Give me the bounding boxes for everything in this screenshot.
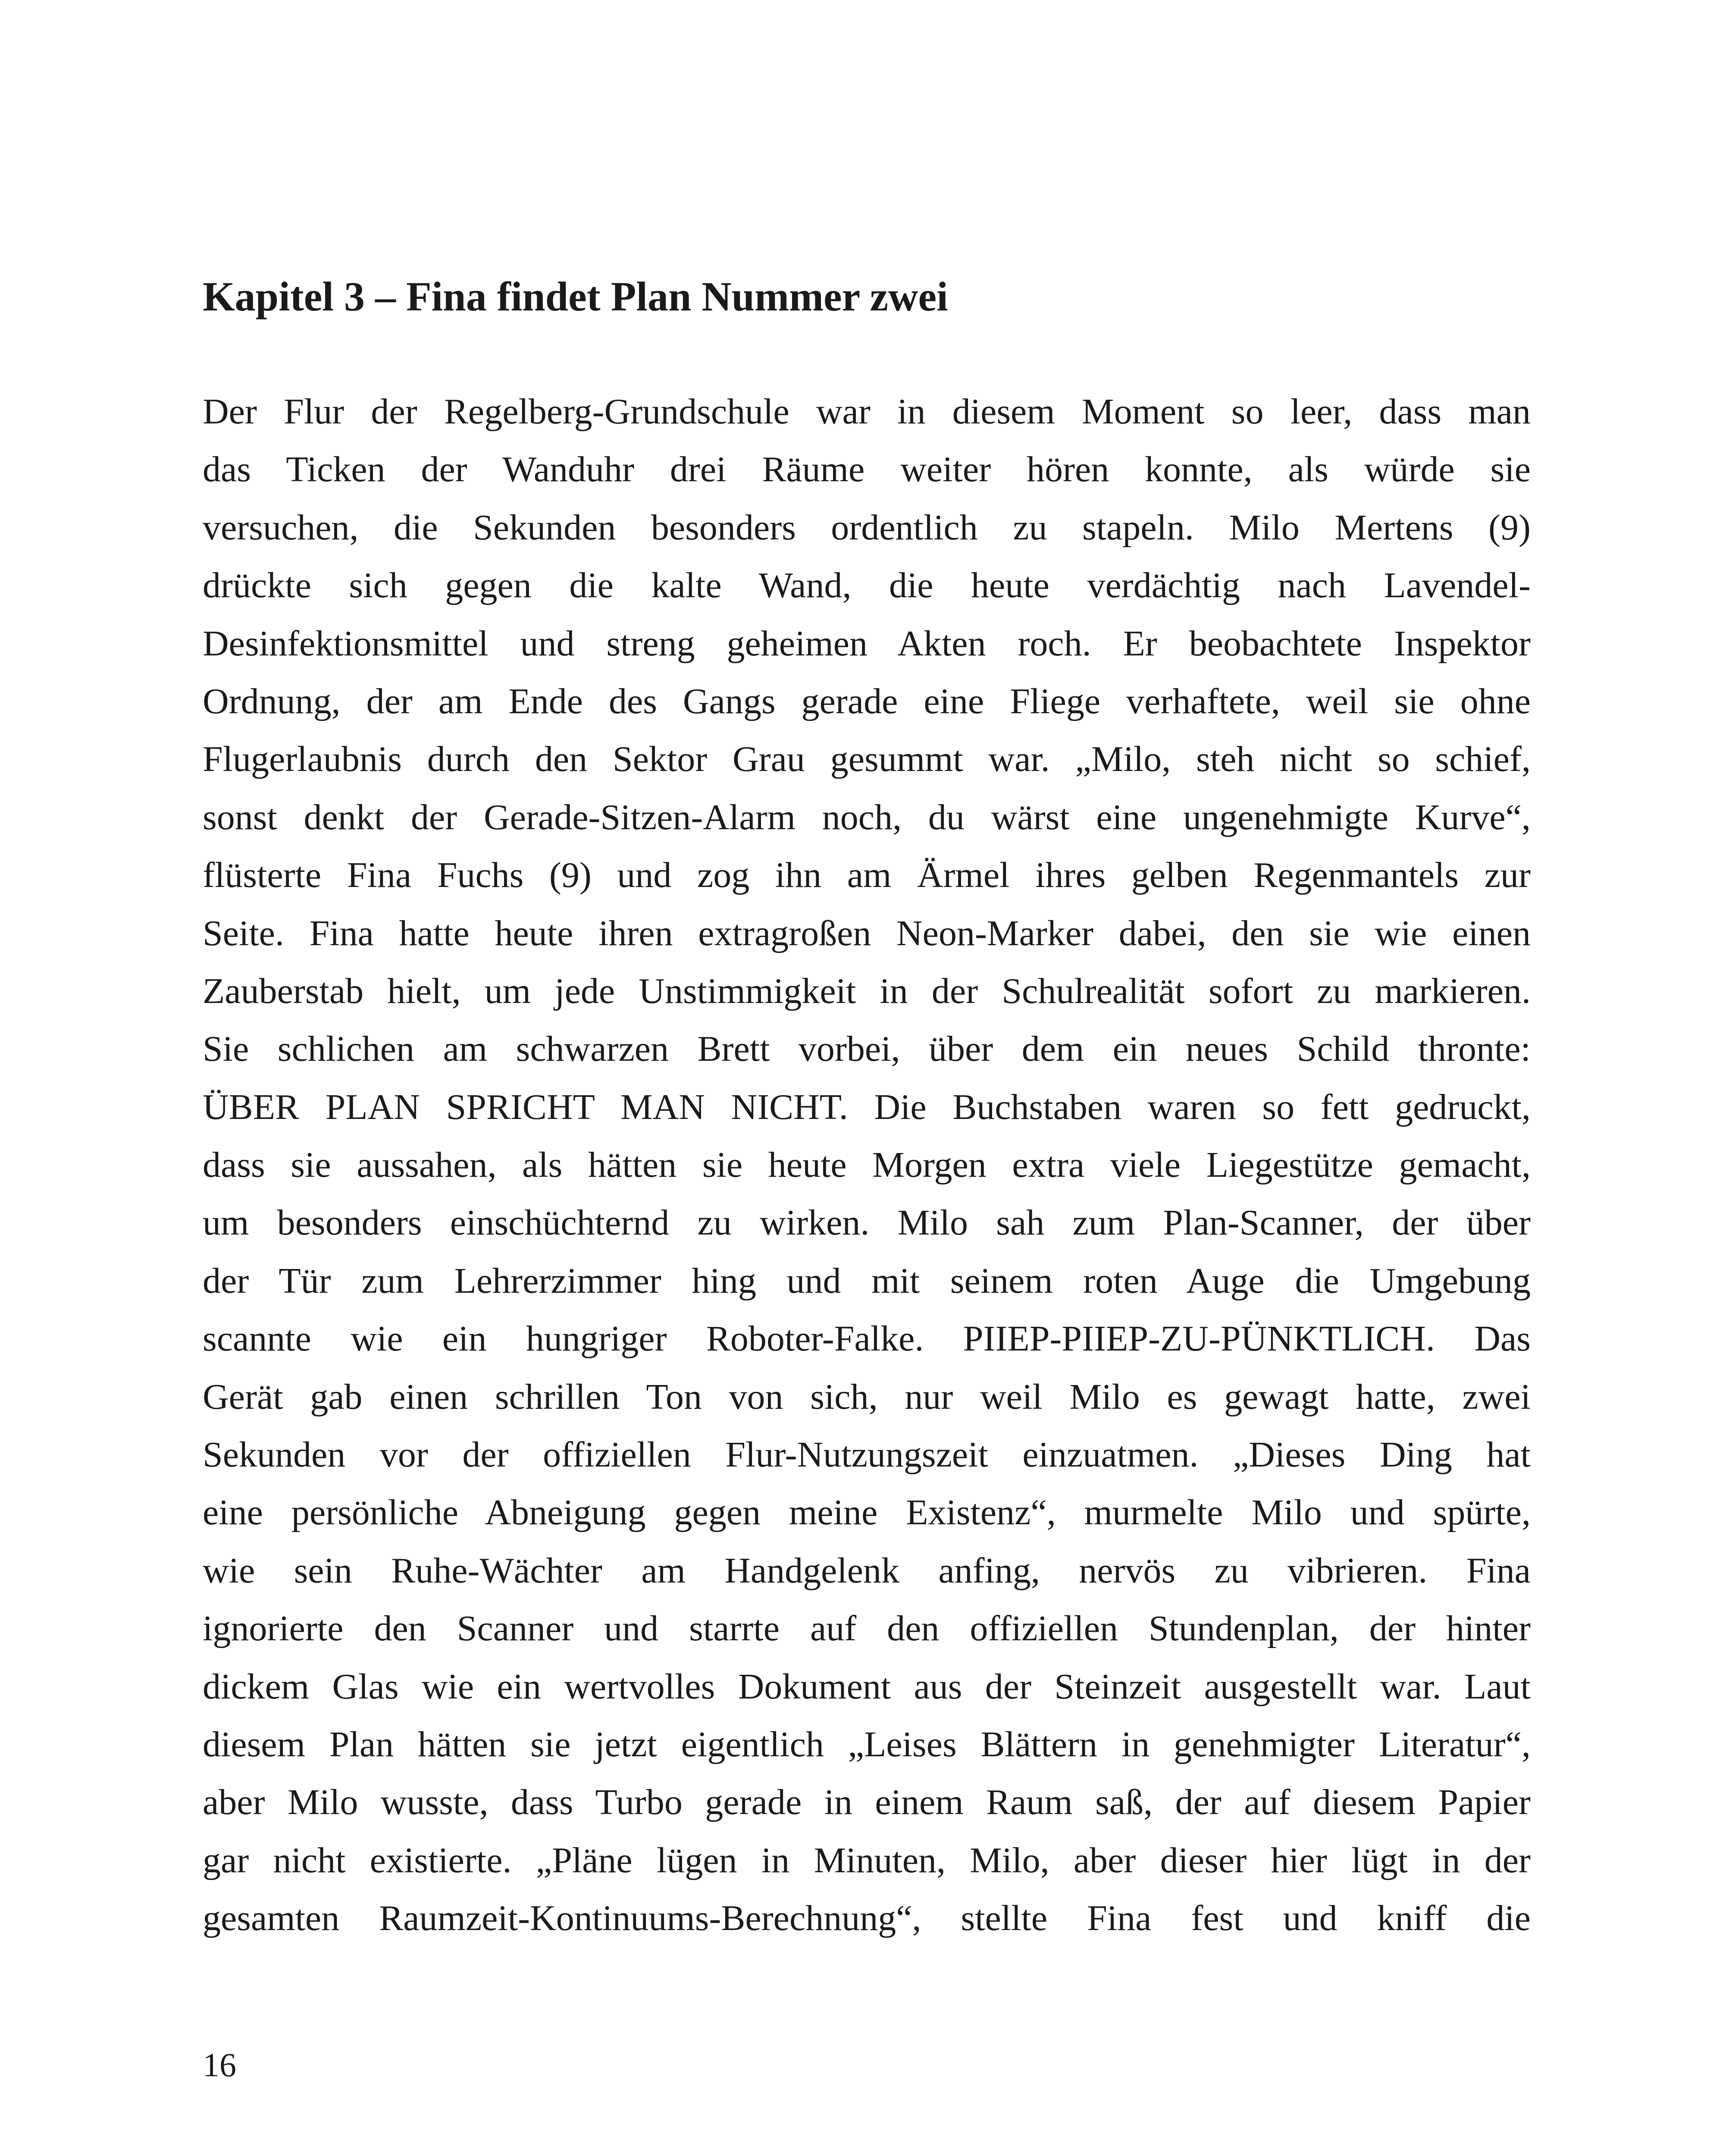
text-line: eine persönliche Abneigung gegen meine Existenz“, murmelte Milo und spürte, bbox=[203, 1492, 1531, 1533]
text-line: Desinfektionsmittel und streng geheimen Akten roch. Er beobachtete Inspektor bbox=[203, 623, 1531, 664]
text-line: Sie schlichen am schwarzen Brett vorbei, über dem ein neues Schild thronte: bbox=[203, 1029, 1531, 1069]
text-line: diesem Plan hätten sie jetzt eigentlich „Leises Blättern in genehmigter Literatur“, bbox=[203, 1724, 1531, 1764]
chapter-heading: Kapitel 3 – Fina findet Plan Nummer zwei bbox=[203, 273, 948, 320]
text-line: flüsterte Fina Fuchs (9) und zog ihn am Ärmel ihres gelben Regenmantels zur bbox=[203, 855, 1531, 896]
text-line: der Tür zum Lehrerzimmer hing und mit seinem roten Auge die Umgebung bbox=[203, 1260, 1531, 1301]
text-line: um besonders einschüchternd zu wirken. Milo sah zum Plan-Scanner, der über bbox=[203, 1203, 1531, 1243]
text-line: versuchen, die Sekunden besonders ordentlich zu stapeln. Milo Mertens (9) bbox=[203, 507, 1531, 548]
text-line: aber Milo wusste, dass Turbo gerade in einem Raum saß, der auf diesem Papier bbox=[203, 1782, 1531, 1823]
text-line: sonst denkt der Gerade-Sitzen-Alarm noch, du wärst eine ungenehmigte Kurve“, bbox=[203, 797, 1531, 837]
text-line: Gerät gab einen schrillen Ton von sich, nur weil Milo es gewagt hatte, zwei bbox=[203, 1376, 1531, 1417]
chapter-body-text bbox=[203, 383, 1531, 1948]
text-line: ignorierte den Scanner und starrte auf den offiziellen Stundenplan, der hinter bbox=[203, 1608, 1531, 1649]
text-line: dickem Glas wie ein wertvolles Dokument aus der Steinzeit ausgestellt war. Laut bbox=[203, 1666, 1531, 1707]
page-number: 16 bbox=[203, 2046, 236, 2084]
text-line: gesamten Raumzeit-Kontinuums-Berechnung“, stellte Fina fest und kniff die bbox=[203, 1898, 1531, 1939]
text-line: ÜBER PLAN SPRICHT MAN NICHT. Die Buchstaben waren so fett gedruckt, bbox=[203, 1087, 1531, 1127]
text-line: Flugerlaubnis durch den Sektor Grau gesummt war. „Milo, steh nicht so schief, bbox=[203, 739, 1531, 780]
text-line: Sekunden vor der offiziellen Flur-Nutzungszeit einzuatmen. „Dieses Ding hat bbox=[203, 1435, 1531, 1475]
text-line: Zauberstab hielt, um jede Unstimmigkeit in der Schulrealität sofort zu markieren. bbox=[203, 971, 1531, 1011]
text-line: drückte sich gegen die kalte Wand, die heute verdächtig nach Lavendel- bbox=[203, 565, 1531, 606]
text-line: scannte wie ein hungriger Roboter-Falke. PIIEP-PIIEP-ZU-PÜNKTLICH. Das bbox=[203, 1319, 1531, 1359]
text-line: dass sie aussahen, als hätten sie heute Morgen extra viele Liegestütze gemacht, bbox=[203, 1145, 1531, 1185]
text-line: Der Flur der Regelberg-Grundschule war in diesem Moment so leer, dass man bbox=[203, 392, 1531, 432]
text-line: Seite. Fina hatte heute ihren extragroßen Neon-Marker dabei, den sie wie einen bbox=[203, 913, 1531, 953]
text-line: gar nicht existierte. „Pläne lügen in Minuten, Milo, aber dieser hier lügt in der bbox=[203, 1840, 1531, 1880]
text-line: Ordnung, der am Ende des Gangs gerade eine Fliege verhaftete, weil sie ohne bbox=[203, 681, 1531, 721]
text-line: wie sein Ruhe-Wächter am Handgelenk anfing, nervös zu vibrieren. Fina bbox=[203, 1550, 1531, 1591]
text-line: das Ticken der Wanduhr drei Räume weiter hören konnte, als würde sie bbox=[203, 449, 1531, 490]
